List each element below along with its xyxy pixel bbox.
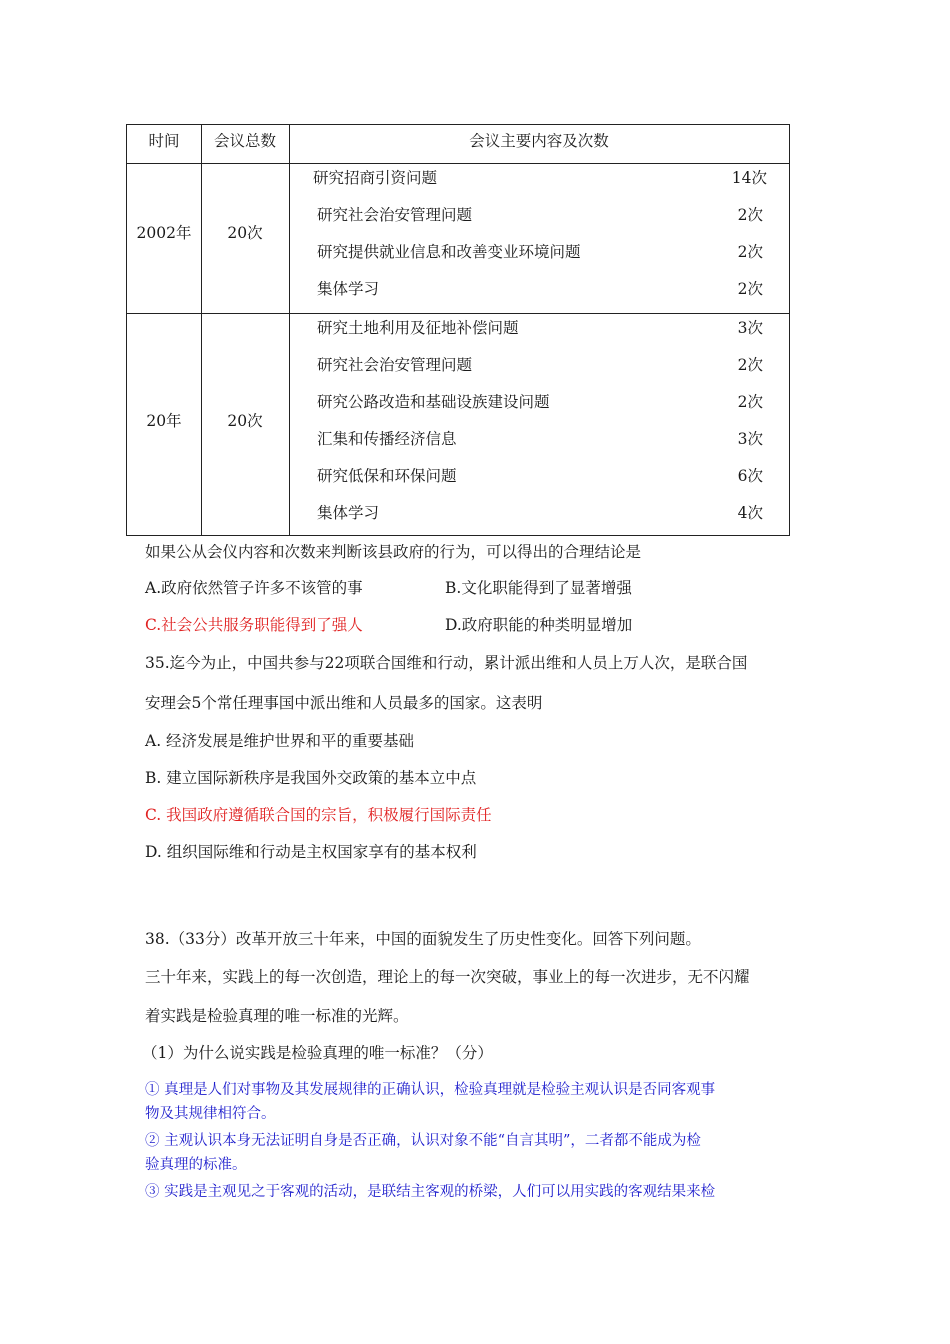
q34-option-b: B.文化职能得到了显著增强 xyxy=(445,579,632,597)
topic-count: 2次 xyxy=(737,280,763,298)
topic-count: 2次 xyxy=(737,206,763,224)
topic-count: 2次 xyxy=(737,356,763,374)
topic-count: 2次 xyxy=(737,393,763,411)
topic-label: 研究土地利用及征地补偿问题 xyxy=(317,319,519,337)
q35-stem-line2: 安理会5个常任理事国中派出维和人员最多的国家。这表明 xyxy=(145,694,543,712)
q38-material-line2: 着实践是检验真理的唯一标准的光辉。 xyxy=(145,1007,409,1025)
topic-label: 汇集和传播经济信息 xyxy=(317,430,457,448)
topic-label: 集体学习 xyxy=(317,280,380,298)
q35-stem-line1: 35.迄今为止，中国共参与22项联合国维和行动，累计派出维和人员上万人次，是联合国 xyxy=(145,654,748,672)
q34-option-c-answer: C.社会公共服务职能得到了强人 xyxy=(145,616,363,634)
header-time: 时间 xyxy=(148,132,180,150)
group-year: 2002年 xyxy=(136,224,192,242)
answer-line: 物及其规律相符合。 xyxy=(145,1106,276,1122)
q38-title: 38.（33分）改革开放三十年来，中国的面貌发生了历史性变化。回答下列问题。 xyxy=(145,930,701,948)
q38-subquestion-1: （1）为什么说实践是检验真理的唯一标准？（分） xyxy=(142,1044,493,1062)
table-col-divider xyxy=(289,125,290,535)
header-content: 会议主要内容及次数 xyxy=(469,132,609,150)
table-row-divider xyxy=(127,163,789,164)
q35-option-c-answer: C. 我国政府遵循联合国的宗旨，积极履行国际责任 xyxy=(145,806,492,824)
q34-stem: 如果公从会仪内容和次数来判断该县政府的行为，可以得出的合理结论是 xyxy=(145,543,642,561)
topic-label: 研究社会治安管理问题 xyxy=(317,206,473,224)
q35-option-a: A. 经济发展是维护世界和平的重要基础 xyxy=(145,732,415,750)
topic-label: 集体学习 xyxy=(317,504,380,522)
q38-material-line1: 三十年来，实践上的每一次创造，理论上的每一次突破，事业上的每一次进步，无不闪耀 xyxy=(145,968,750,986)
group-total: 20次 xyxy=(227,224,263,242)
topic-label: 研究低保和环保问题 xyxy=(317,467,457,485)
answer-line: ③ 实践是主观见之于客观的活动，是联结主客观的桥梁，人们可以用实践的客观结果来检 xyxy=(145,1184,716,1200)
topic-label: 研究提供就业信息和改善变业环境问题 xyxy=(317,243,581,261)
topic-count: 3次 xyxy=(737,319,763,337)
topic-count: 14次 xyxy=(731,169,767,187)
table-row-divider xyxy=(127,313,789,314)
answer-line: 验真理的标准。 xyxy=(145,1157,247,1173)
topic-count: 2次 xyxy=(737,243,763,261)
q35-option-b: B. 建立国际新秩序是我国外交政策的基本立中点 xyxy=(145,769,477,787)
topic-label: 研究公路改造和基础设族建设问题 xyxy=(317,393,550,411)
topic-count: 6次 xyxy=(737,467,763,485)
topic-count: 4次 xyxy=(737,504,763,522)
topic-count: 3次 xyxy=(737,430,763,448)
q34-option-d: D.政府职能的种类明显增加 xyxy=(445,616,633,634)
answer-line: ② 主观认识本身无法证明自身是否正确，认识对象不能“自言其明”，二者都不能成为检 xyxy=(145,1133,701,1149)
q34-option-a: A.政府依然管子许多不该管的事 xyxy=(145,579,363,597)
q35-option-d: D. 组织国际维和行动是主权国家享有的基本权利 xyxy=(145,843,477,861)
group-total: 20次 xyxy=(227,412,263,430)
group-year: 20年 xyxy=(146,412,182,430)
answer-line: ① 真理是人们对事物及其发展规律的正确认识，检验真理就是检验主观认识是否同客观事 xyxy=(145,1082,716,1098)
topic-label: 研究社会治安管理问题 xyxy=(317,356,473,374)
header-total: 会议总数 xyxy=(213,132,276,150)
table-col-divider xyxy=(201,125,202,535)
meeting-table xyxy=(126,124,790,536)
topic-label: 研究招商引资问题 xyxy=(313,169,438,187)
